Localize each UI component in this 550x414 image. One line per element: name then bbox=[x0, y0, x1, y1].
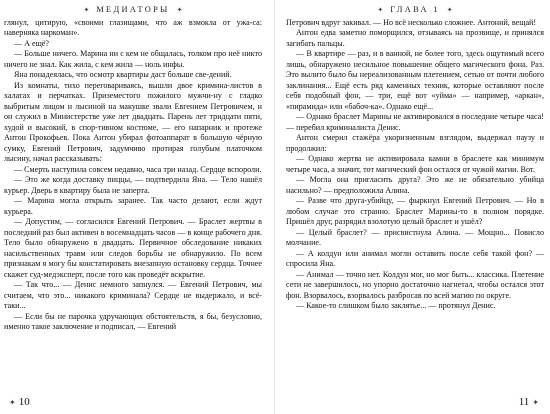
paragraph: Из комнаты, тихо переговариваясь, вышли двое кримина-листов в халатах и перчатках. Приземестого пожилого мужчи-ну с гладко выбритым лицом и лысиной на макушке звали Евгением Петровичем, и он служил в Министерстве уже лет двадцать. Парень лет тридцати пяти, худой и высокий, в спор-тивном костюме, — его напарник и протеже Антон Прокофьев. Пока Антон убирал фотоаппарат в большую чёрную сумку, Евгений Петрович, задумчиво протирая голубым платочком лысину, начал рассказывать: bbox=[4, 80, 262, 164]
left-page-body bbox=[4, 18, 262, 390]
paragraph: — Однако жертва не активировала камни в браслете как минимум четыре часа, а значит, тот магический фон остался от чужой магии. Вот. bbox=[286, 154, 544, 174]
gutter-divider bbox=[274, 0, 275, 414]
right-folio bbox=[519, 396, 542, 408]
right-page-body bbox=[286, 18, 544, 390]
paragraph: — Больше ничего. Марина ни с кем не общалась, толком про неё никто ничего не знал. Как жила, с кем жила — ноль инфы. bbox=[4, 49, 262, 69]
paragraph: Антон смерил стажёра укоризненным взглядом, выдержал паузу и продолжил: bbox=[286, 133, 544, 153]
left-page-number: 10 bbox=[18, 396, 30, 408]
left-page bbox=[0, 0, 272, 414]
paragraph: — Однако браслет Марины не активировался в последние четыре часа! — перебил криминалиста Денис. bbox=[286, 112, 544, 132]
folio-ornament-icon: ✦ bbox=[532, 397, 539, 407]
paragraph: — Могла она пригласить друга? Это же не обязательно убийца насильно? — предположила Алина. bbox=[286, 175, 544, 195]
paragraph: — Какое-то слишком было заклятье... — протянул Денис. bbox=[296, 301, 496, 311]
paragraph: Петрович вдруг закивал. — Но всё несколько сложнее. Антоний, вещай! bbox=[286, 18, 537, 27]
paragraph: — А колдун или анимал могли оставить после себя такой фон? — спросила Яна. bbox=[286, 248, 544, 269]
ornament-icon: ✦ bbox=[446, 5, 453, 14]
paragraph: — Целый браслет? — присвистнула Алина. — Мощно... Повисло молчание. bbox=[286, 227, 544, 248]
paragraph: Антон едва заметно поморщился, отзываясь на прозвище, и принялся загибать пальцы. bbox=[286, 28, 544, 48]
right-running-head bbox=[286, 2, 544, 17]
right-page bbox=[278, 0, 550, 414]
paragraph: — В квартире — раз, и в ванной, не более того, здесь ощутимый всего лишь, обнаружено несильное повышение общего магического фона. Раз. Это вылито было бы нереализованным плетением, сетью от почти любого заклинания... Ещё есть ряд каменных техник, которые оставляют после себя подобный фон, — три, ещё вот «уйма» — например, «аркан», «пирамида» или «бабоч-ка». Однако ещё... bbox=[286, 49, 544, 111]
paragraph: Яна понадеялась, что осмотр квартиры даст больше све-дений. bbox=[14, 70, 232, 80]
paragraph: — Так что... — Денис немного запнулся. — Евгений Петрович, мы считаем, что это... никакого криминала? Сердце не выдержало, и всё-таки... bbox=[4, 280, 262, 311]
left-running-head bbox=[4, 2, 262, 17]
right-running-head-text: ГЛАВА 1 bbox=[390, 5, 440, 14]
paragraph: — Разве что друга-убийцу, — фыркнул Евгений Петрович. — Но в любом случае это странно. Браслет Марины-то в полном порядке. Пришёл друг, разрядил взолотую целый браслет и ушёл? bbox=[286, 196, 544, 227]
left-running-head-text: МЕДИАТОРЫ bbox=[96, 5, 170, 14]
right-page-number: 11 bbox=[518, 396, 530, 408]
paragraph: — А ещё? bbox=[14, 38, 49, 48]
ornament-icon: ✦ bbox=[176, 5, 183, 14]
paragraph: глянул, цитирую, «своими глазищами, что аж взмокла от ужа-са: наверняка наркоман». bbox=[4, 18, 262, 38]
paragraph: — Марина могла открыть заранее. Так часто делают, если ждут курьера. bbox=[4, 196, 262, 216]
paragraph: — Анимал — точно нет. Колдун мог, но мог быть... классика. Плетение сети не завершилось, но упорно достаточно нагнетал, чтобы остался этот фон. Взорвалось, взорвалось разбросав по всей магию по округе. bbox=[286, 269, 544, 300]
paragraph: — Это же когда доставку пиццы, — подтвердила Яна. — Тело нашёл курьер. Дверь в квартиру была не заперта. bbox=[4, 175, 262, 195]
ornament-icon: ✦ bbox=[377, 5, 384, 14]
paragraph: — Если бы не парочка удручающих обстоятельств, я бы, безусловно, именно такое заключение и подписал, — Евгений bbox=[4, 311, 262, 332]
left-folio bbox=[6, 396, 30, 408]
folio-ornament-icon: ✦ bbox=[9, 397, 16, 407]
paragraph: — Смерть наступила совсем недавно, часа три назад. Сердце вспороли. bbox=[14, 164, 262, 174]
ornament-icon: ✦ bbox=[83, 5, 90, 14]
paragraph: — Допустим, — согласился Евгений Петрович. — Браслет жертвы в последний раз был активен в восемнадцать часов — в конце рабочего дня. Тело было обнаружено в двадцать. Первичное обследование никаких насильственных травм или следов борьбы не обнаружило. По всем признакам я могу бы констатировать внезапную остановку сердца. Точнее скажет суд-медэксперт, после того как проведёт вскрытие. bbox=[4, 217, 262, 279]
